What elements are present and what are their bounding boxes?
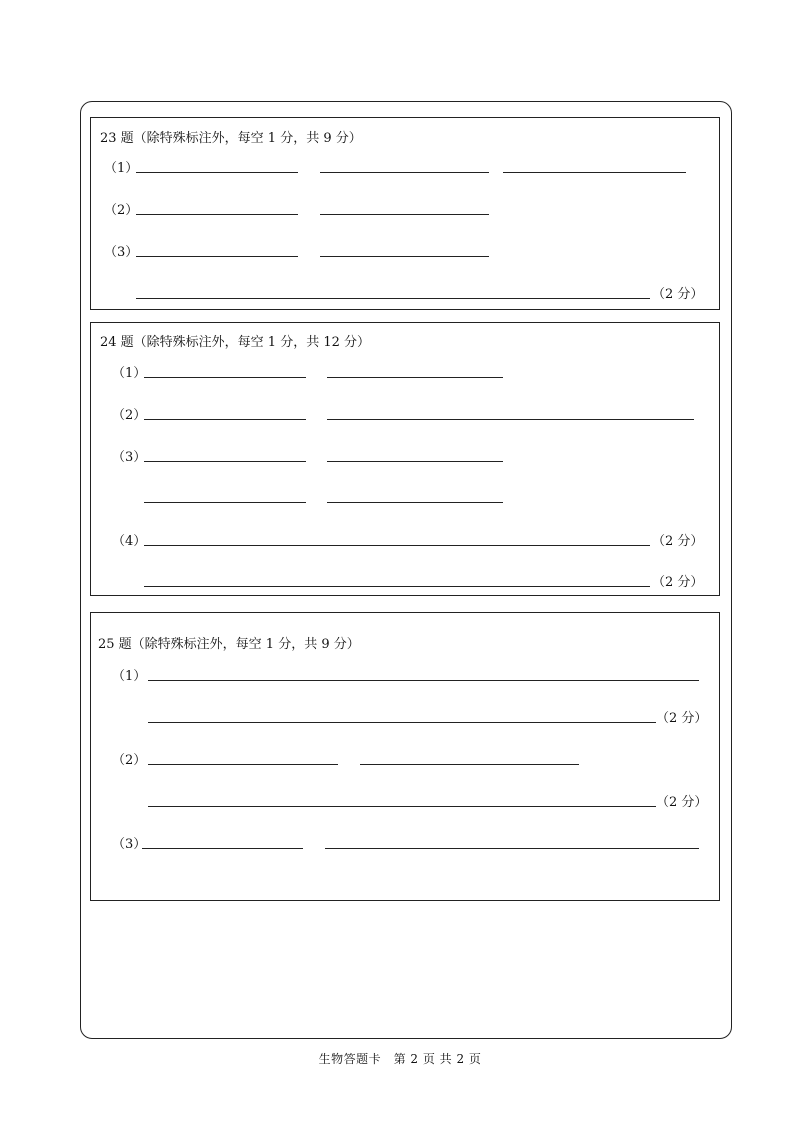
question-25-box — [90, 612, 720, 901]
q25-label-2: （2） — [112, 753, 147, 768]
question-23-title: 23 题（除特殊标注外，每空 1 分，共 9 分） — [100, 131, 362, 146]
q24-blank-4b[interactable] — [144, 586, 650, 587]
q24-blank-3c[interactable] — [144, 502, 306, 503]
question-24-box — [90, 322, 720, 596]
q24-points-note-b: （2 分） — [652, 575, 704, 590]
q25-blank-2a[interactable] — [148, 764, 338, 765]
question-24-title: 24 题（除特殊标注外，每空 1 分，共 12 分） — [100, 335, 371, 350]
q25-points-note-b: （2 分） — [656, 795, 708, 810]
q25-blank-1b[interactable] — [148, 722, 656, 723]
q23-blank-3b[interactable] — [320, 256, 489, 257]
q23-blank-1c[interactable] — [503, 172, 686, 173]
q23-label-1: （1） — [104, 161, 139, 176]
q23-blank-1b[interactable] — [320, 172, 489, 173]
q24-blank-3b[interactable] — [327, 461, 503, 462]
q24-blank-2b[interactable] — [327, 419, 694, 420]
question-25-title: 25 题（除特殊标注外，每空 1 分，共 9 分） — [98, 637, 360, 652]
q25-label-3: （3） — [112, 837, 147, 852]
q24-blank-2a[interactable] — [144, 419, 306, 420]
q25-blank-1a[interactable] — [148, 680, 699, 681]
q24-label-3: （3） — [112, 450, 147, 465]
q23-label-3: （3） — [104, 245, 139, 260]
q25-label-1: （1） — [112, 669, 147, 684]
q23-blank-2a[interactable] — [136, 214, 298, 215]
q25-blank-2c[interactable] — [148, 806, 656, 807]
q24-blank-3d[interactable] — [327, 502, 503, 503]
q23-blank-2b[interactable] — [320, 214, 489, 215]
q25-blank-2b[interactable] — [360, 764, 579, 765]
q25-points-note-a: （2 分） — [656, 711, 708, 726]
q24-blank-1a[interactable] — [144, 377, 306, 378]
q25-blank-3a[interactable] — [142, 848, 303, 849]
q24-blank-4a[interactable] — [144, 545, 650, 546]
q23-points-note: （2 分） — [652, 287, 704, 302]
page-footer: 生物答题卡 第 2 页 共 2 页 — [318, 1052, 482, 1066]
q25-blank-3b[interactable] — [325, 848, 699, 849]
q24-points-note-a: （2 分） — [652, 534, 704, 549]
q24-label-2: （2） — [112, 408, 147, 423]
q23-label-2: （2） — [104, 203, 139, 218]
q23-blank-1a[interactable] — [136, 172, 298, 173]
q23-blank-3a[interactable] — [136, 256, 298, 257]
q23-blank-3c[interactable] — [136, 298, 650, 299]
q24-label-1: （1） — [112, 366, 147, 381]
q24-blank-1b[interactable] — [327, 377, 503, 378]
q24-blank-3a[interactable] — [144, 461, 306, 462]
q24-label-4: （4） — [112, 534, 147, 549]
